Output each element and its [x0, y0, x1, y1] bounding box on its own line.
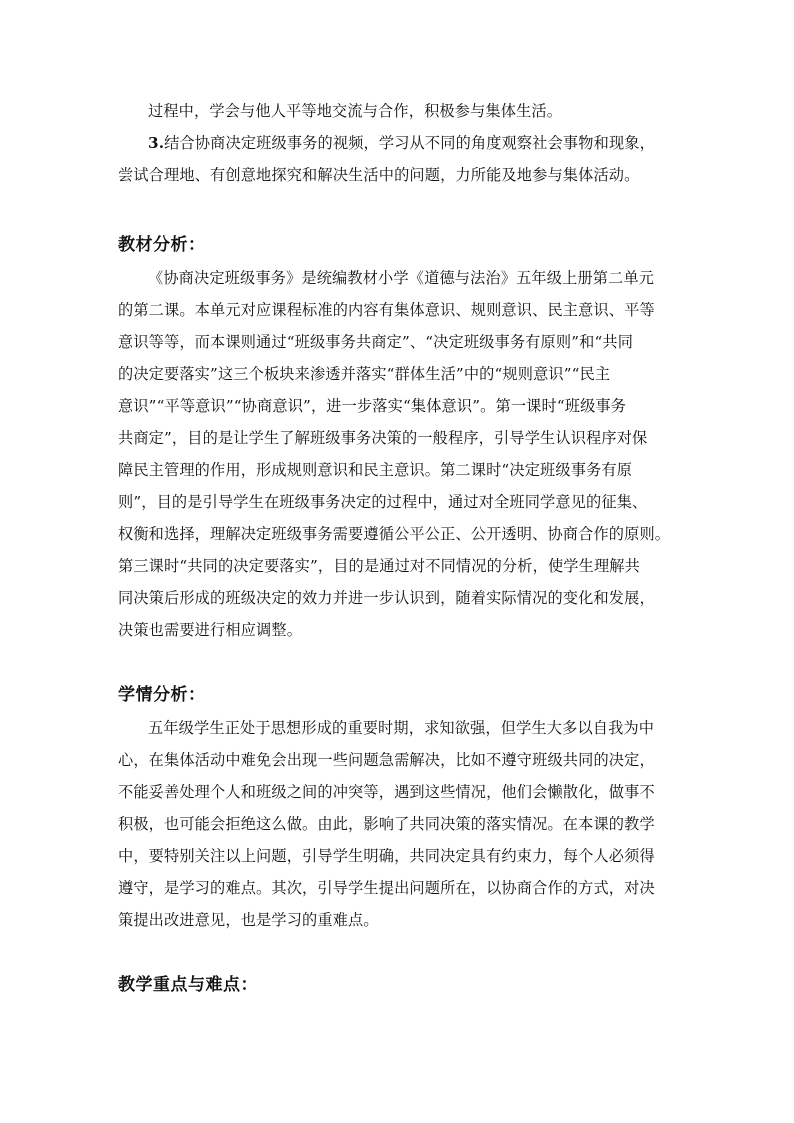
paragraph-line: 共商定”，目的是让学生了解班级事务决策的一般程序，引导学生认识程序对保 — [118, 429, 648, 447]
key-points-heading: 教学重点与难点： — [118, 975, 258, 995]
paragraph-line: 心，在集体活动中难免会出现一些问题急需解决，比如不遵守班级共同的决定， — [118, 751, 655, 769]
paragraph-line: 则”，目的是引导学生在班级事务决定的过程中，通过对全班同学意见的征集、 — [118, 493, 648, 511]
paragraph-line: 五年级学生正处于思想形成的重要时期，求知欲强，但学生大多以自我为中 — [148, 719, 655, 737]
objective-item-3-text: 结合协商决定班级事务的视频，学习从不同的角度观察社会事物和现象， — [164, 134, 655, 152]
paragraph-line: 第三课时“共同的决定要落实”，目的是通过对不同情况的分析，使学生理解共 — [118, 557, 640, 575]
paragraph-line: 的第二课。本单元对应课程标准的内容有集体意识、规则意识、民主意识、平等 — [118, 301, 655, 319]
paragraph-line: 决策也需要进行相应调整。 — [118, 621, 303, 639]
intro-line-1: 过程中，学会与他人平等地交流与合作，积极参与集体生活。 — [148, 102, 563, 120]
paragraph-line: 同决策后形成的班级决定的效力并进一步认识到，随着实际情况的变化和发展， — [118, 589, 655, 607]
paragraph-line: 意识”“平等意识”“协商意识”，进一步落实“集体意识”。第一课时“班级事务 — [118, 397, 627, 415]
paragraph-line: 不能妥善处理个人和班级之间的冲突等，遇到这些情况，他们会懒散化，做事不 — [118, 783, 655, 801]
paragraph-line: 的决定要落实”这三个板块来渗透并落实“群体生活”中的“规则意识”“民主 — [118, 365, 611, 383]
paragraph-line: 意识等等，而本课则通过“班级事务共商定”、“决定班级事务有原则”和“共同 — [118, 333, 634, 351]
paragraph-line: 中，要特别关注以上问题，引导学生明确，共同决定具有约束力，每个人必须得 — [118, 847, 655, 865]
objective-item-3 — [148, 133, 678, 153]
paragraph-line: 积极，也可能会拒绝这么做。由此，影响了共同决策的落实情况。在本课的教学 — [118, 815, 655, 833]
objective-item-3-number: 3. — [148, 134, 165, 152]
paragraph-line: 策提出改进意见，也是学习的重难点。 — [118, 911, 379, 929]
learner-analysis-heading: 学情分析： — [118, 685, 206, 705]
paragraph-line: 障民主管理的作用，形成规则意识和民主意识。第二课时“决定班级事务有原 — [118, 461, 633, 479]
paragraph-line: 权衡和选择，理解决定班级事务需要遵循公平公正、公开透明、协商合作的原则。 — [118, 525, 671, 543]
paragraph-line: 遵守，是学习的难点。其次，引导学生提出问题所在，以协商合作的方式，对决 — [118, 879, 655, 897]
paragraph-line: 《协商决定班级事务》是统编教材小学《道德与法治》五年级上册第二单元 — [148, 269, 655, 287]
textbook-analysis-heading: 教材分析： — [118, 235, 206, 255]
objective-item-3-line-2: 尝试合理地、有创意地探究和解决生活中的问题，力所能及地参与集体活动。 — [118, 166, 640, 184]
